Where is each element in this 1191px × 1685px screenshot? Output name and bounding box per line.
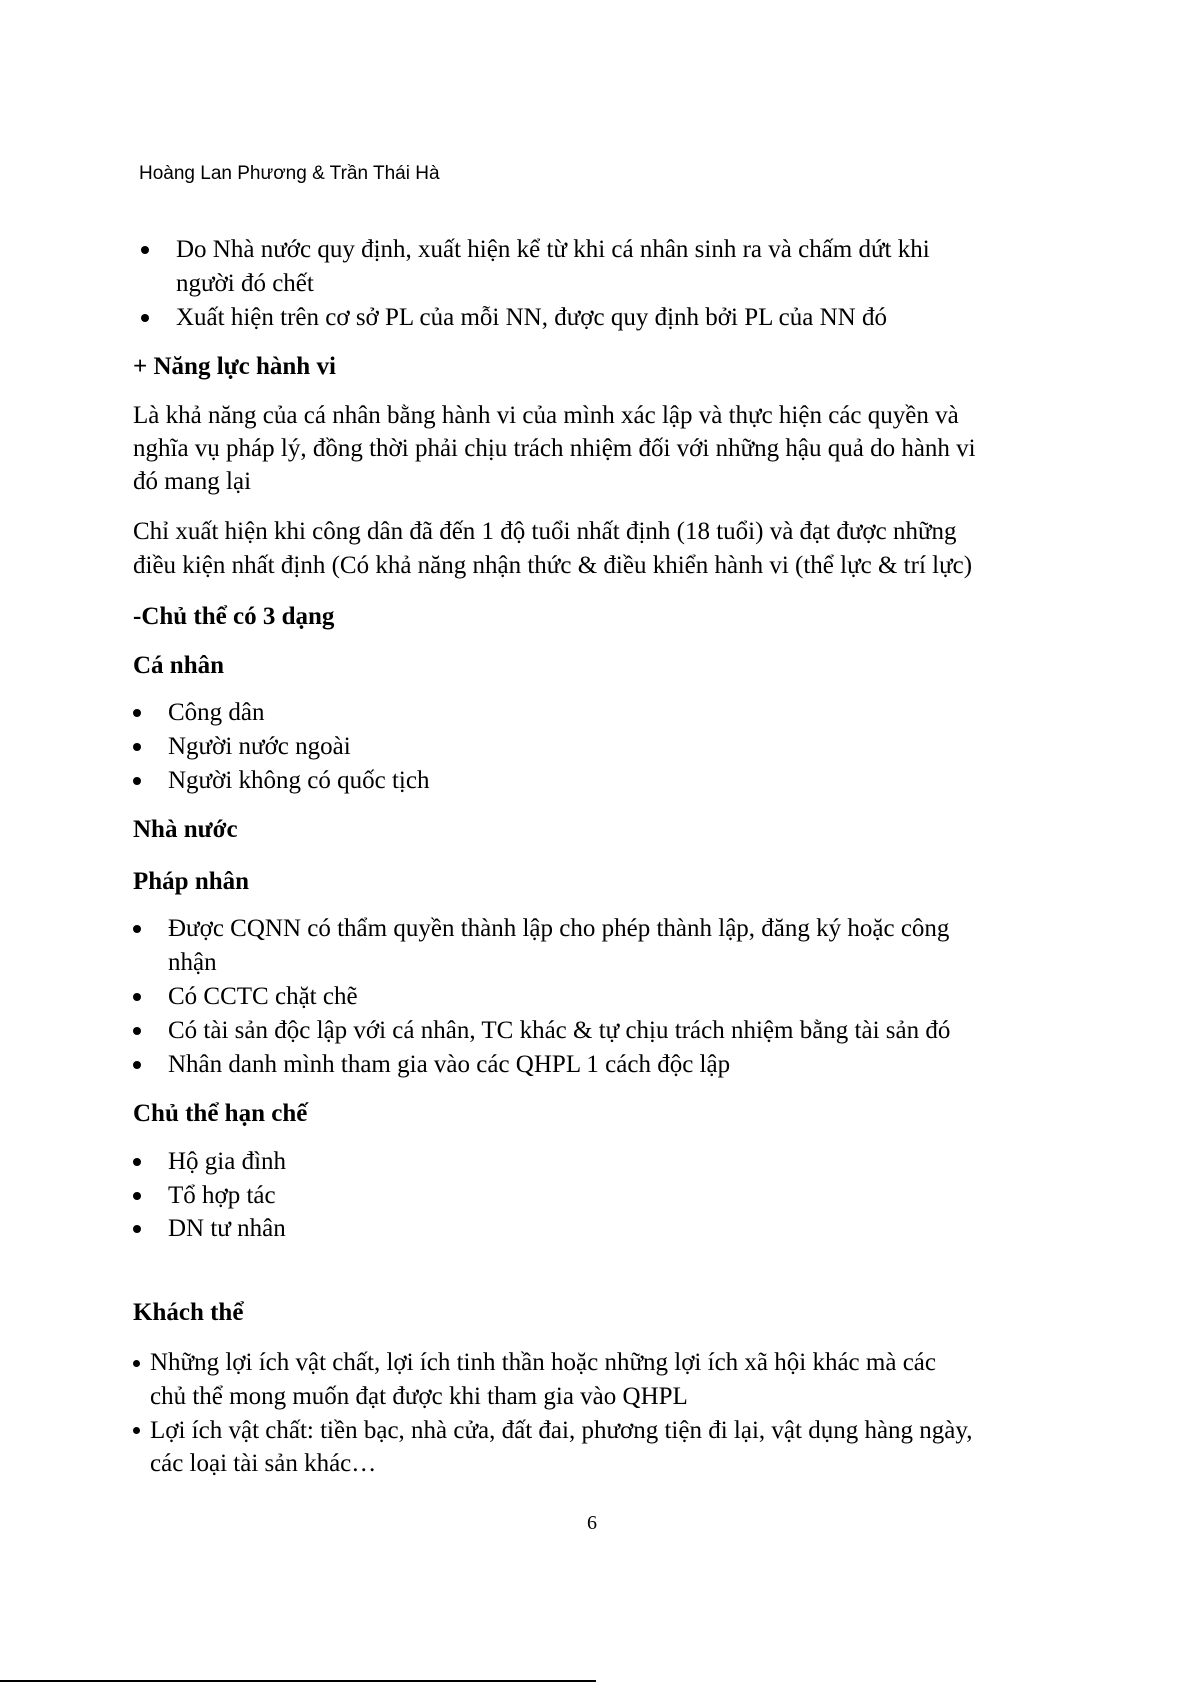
individual-item-3: Người không có quốc tịch xyxy=(168,767,430,794)
bullet-icon xyxy=(133,1027,141,1035)
individual-item-2: Người nước ngoài xyxy=(168,733,351,760)
limited-subjects-item-3: DN tư nhân xyxy=(168,1215,286,1242)
bullet-icon xyxy=(133,1427,140,1434)
behavior-capacity-para-2-line-1: Chỉ xuất hiện khi công dân đã đến 1 độ tuổi nhất định (18 tuổi) và đạt được những xyxy=(133,518,957,545)
bullet-icon xyxy=(133,743,141,751)
capacity-item-1-line-2: người đó chết xyxy=(176,270,314,297)
capacity-item-2: Xuất hiện trên cơ sở PL của mỗi NN, được quy định bởi PL của NN đó xyxy=(176,304,887,331)
bullet-icon xyxy=(133,1158,141,1166)
capacity-item-1-line-1: Do Nhà nước quy định, xuất hiện kể từ khi cá nhân sinh ra và chấm dứt khi xyxy=(176,236,930,263)
object-item-1-line-2: chủ thể mong muốn đạt được khi tham gia vào QHPL xyxy=(150,1383,688,1410)
legal-entity-item-1-line-2: nhận xyxy=(168,949,217,976)
limited-subjects-item-2: Tổ hợp tác xyxy=(168,1182,276,1209)
behavior-capacity-para-1-line-1: Là khả năng của cá nhân bằng hành vi của mình xác lập và thực hiện các quyền và xyxy=(133,402,959,429)
bullet-icon xyxy=(141,314,149,322)
limited-subjects-heading: Chủ thể hạn chế xyxy=(133,1100,308,1127)
bullet-icon xyxy=(133,1061,141,1069)
legal-entity-item-3: Có tài sản độc lập với cá nhân, TC khác & tự chịu trách nhiệm bằng tài sản đó xyxy=(168,1017,951,1044)
bullet-icon xyxy=(133,1192,141,1200)
object-item-2-line-2: các loại tài sản khác… xyxy=(150,1450,377,1477)
object-item-1-line-1: Những lợi ích vật chất, lợi ích tinh thần hoặc những lợi ích xã hội khác mà các xyxy=(150,1349,936,1376)
bullet-icon xyxy=(133,993,141,1001)
behavior-capacity-para-1-line-3: đó mang lại xyxy=(133,468,252,495)
object-heading: Khách thể xyxy=(133,1299,244,1326)
limited-subjects-item-1: Hộ gia đình xyxy=(168,1148,287,1175)
page-header: Hoàng Lan Phương & Trần Thái Hà xyxy=(139,163,440,184)
page-number: 6 xyxy=(587,1512,597,1534)
bullet-icon xyxy=(133,777,141,785)
bullet-icon xyxy=(133,925,141,933)
bullet-icon xyxy=(133,1225,141,1233)
individual-heading: Cá nhân xyxy=(133,652,225,679)
state-heading: Nhà nước xyxy=(133,816,238,843)
bullet-icon xyxy=(133,709,141,717)
bullet-icon xyxy=(133,1360,140,1367)
legal-entity-heading: Pháp nhân xyxy=(133,868,250,895)
footer-rule xyxy=(0,1680,596,1682)
object-item-2-line-1: Lợi ích vật chất: tiền bạc, nhà cửa, đất đai, phương tiện đi lại, vật dụng hàng ngày, xyxy=(150,1417,973,1444)
legal-entity-item-2: Có CCTC chặt chẽ xyxy=(168,983,358,1010)
behavior-capacity-para-2-line-2: điều kiện nhất định (Có khả năng nhận thức & điều khiển hành vi (thể lực & trí lực) xyxy=(133,552,973,579)
subjects-heading: -Chủ thể có 3 dạng xyxy=(133,603,335,630)
behavior-capacity-heading: + Năng lực hành vi xyxy=(133,353,336,380)
individual-item-1: Công dân xyxy=(168,699,265,726)
bullet-icon xyxy=(141,246,149,254)
behavior-capacity-para-1-line-2: nghĩa vụ pháp lý, đồng thời phải chịu trách nhiệm đối với những hậu quả do hành vi xyxy=(133,435,976,462)
legal-entity-item-4: Nhân danh mình tham gia vào các QHPL 1 cách độc lập xyxy=(168,1051,731,1078)
legal-entity-item-1-line-1: Được CQNN có thẩm quyền thành lập cho phép thành lập, đăng ký hoặc công xyxy=(168,915,950,942)
